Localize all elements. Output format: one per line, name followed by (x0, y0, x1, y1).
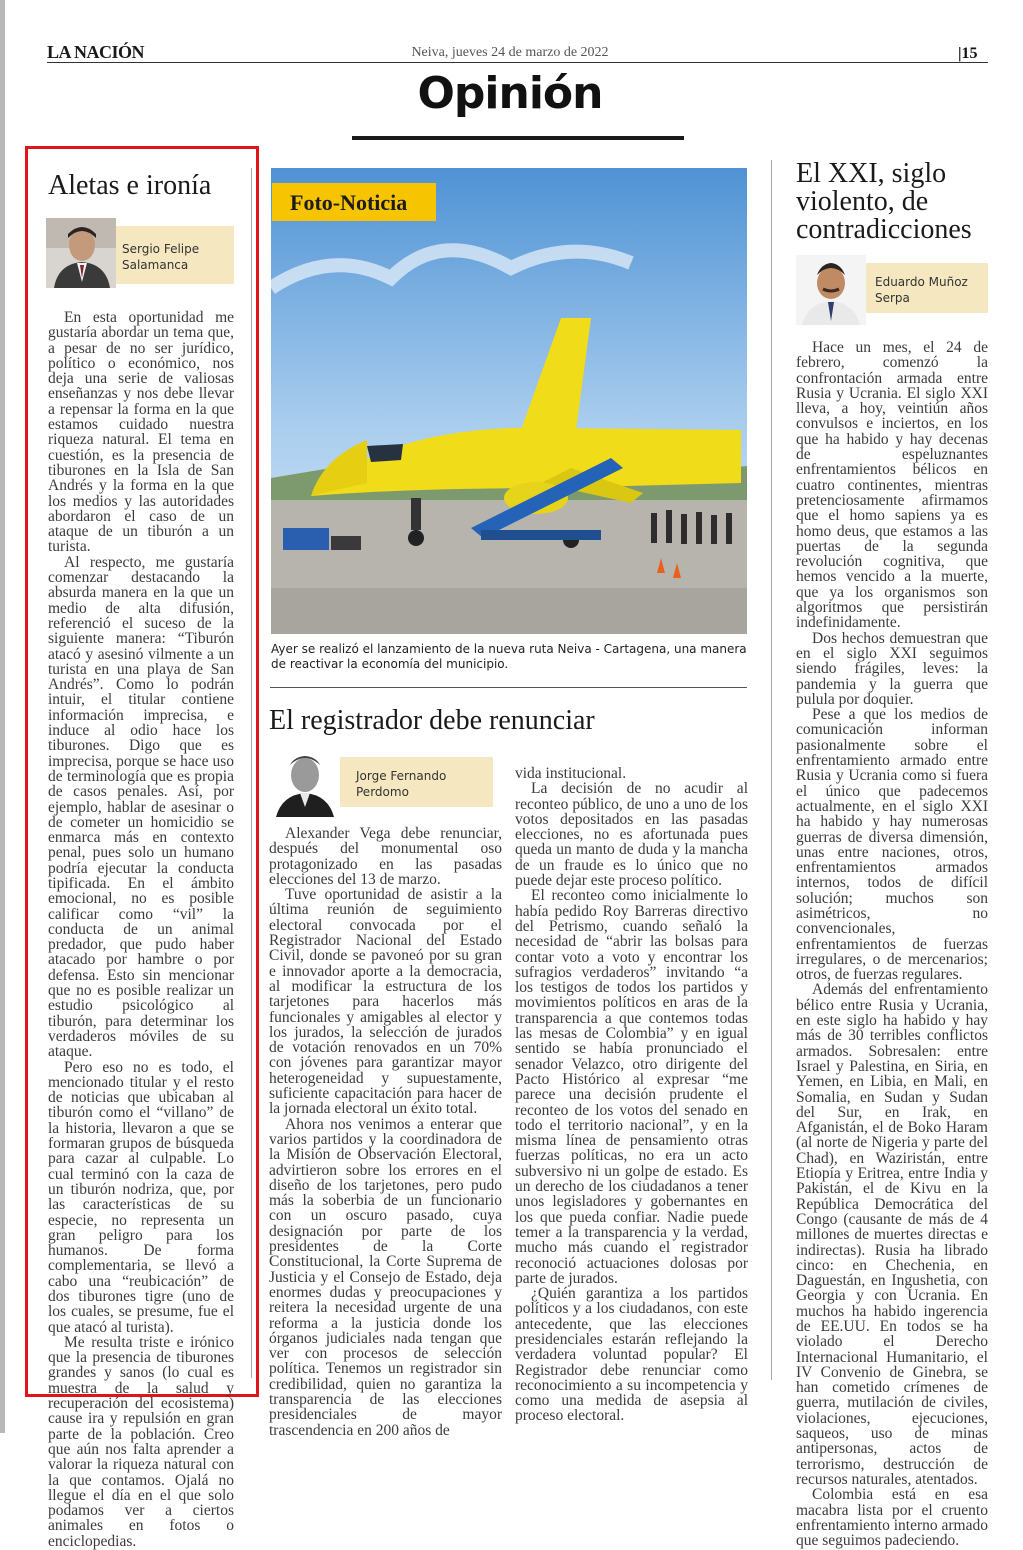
right-title-line: El XXI, siglo (796, 158, 947, 189)
center-author-avatar (270, 747, 340, 817)
section-title: Opinión (417, 68, 603, 119)
center-article-column-2 (515, 765, 748, 1425)
photo-news-tag-label: Foto-Noticia (290, 190, 408, 215)
right-article-body (796, 339, 988, 1550)
left-author-name-line2: Salamanca (122, 258, 189, 272)
right-author-name-line1: Eduardo Muñoz (875, 275, 968, 289)
caption-rule (270, 687, 747, 688)
left-author-name-line1: Sergio Felipe (122, 242, 200, 256)
section-title-underline (352, 136, 684, 140)
center-paragraph-continuation: vida institucional. (515, 765, 627, 782)
left-article-body (48, 309, 234, 1550)
newspaper-logo: LA NACIÓN (47, 42, 145, 62)
left-paragraph: Pero eso no es todo, el mencionado titular y el resto de noticias que ubicaban al tiburón como el “villano” de la historia, llevaron a que se formaran grupos de búsqueda para cazar al culpable. Lo cual terminó con la caza de un tiburón nodriza, que, por las características de su especie, no representa un gran peligro para los humanos. De forma complementaria, se llevó a cabo una “reubicación” de dos tiburones tigre (uno de los cuales, se presume, fue el que atacó al turista). (48, 1058, 234, 1336)
center-paragraph: ¿Quién garantiza a los partidos políticos y a los ciudadanos, con este antecedente, que las elecciones presidenciales estarán reflejando la verdadera voluntad popular? El Registrador debe renunciar como reconocimiento a su incompetencia y como una medida de asepsia al proceso electoral. (515, 1285, 748, 1425)
right-paragraph: Hace un mes, el 24 de febrero, comenzó la confrontación armada entre Rusia y Ucrania. El siglo XXI lleva, a hoy, veintiún años convulsos e inciertos, en los que ha habido y hay decenas de espeluznantes enfrentamientos bélicos en cuatro continentes, mientras pretenciosamente afirmamos que el homo sapiens ya es homo deus, que estamos a las puertas de la segunda revolución cognitiva, que hemos vencido a la muerte, que ya los organismos son algoritmos que persistirán indefinidamente. (796, 339, 988, 632)
right-paragraph: Además del enfrentamiento bélico entre Rusia y Ucrania, en este siglo ha habido y hay más de 30 terribles conflictos armados. Sobresalen: entre Israel y Palestina, en Siria, en Yemen, en Libia, en Mali, en Somalia, en Sudan y Sudan del Sur, en Irak, en Afganistán, el de Boko Haram (al norte de Nigeria y parte del Chad), en Waziristán, entre Etiopía y Eritrea, entre India y Pakistán, el de Kivu en la República Democrática del Congo (causante de más de 4 millones de muertes directas e indirectas). Rusia ha librado cinco: en Chechenia, en Daguestán, en Ingushetia, con Georgia y con Ucrania. En muchos ha habido ingerencia de EE.UU. En todos se ha violado el Derecho Internacional Humanitario, el IV Convenio de Ginebra, se han cometido crímenes de guerra, mutilación de civiles, violaciones, ejecuciones, saqueos, uso de minas antipersonas, actos de terrorismo, destrucción de recursos naturales, atentados. (796, 981, 988, 1488)
left-paragraph: Me resulta triste e irónico que la presencia de tiburones grandes y sanos (lo cual es muestra de la salud y recuperación del ecosistema) cause ira y repulsión en gran parte de la población. Creo que aún nos falta aprender a valorar la riqueza natural con la que contamos. Ojalá no llegue el día en el que solo podamos ver a ciertos animales en fotos o enciclopedias. (48, 1333, 234, 1550)
right-paragraph: Dos hechos demuestran que en el siglo XXI seguimos siendo frágiles, leves: la pandemia y la guerra que pulula por doquier. (796, 629, 988, 708)
left-paragraph: Al respecto, me gustaría comenzar destacando la absurda manera en la que un medio de alta difusión, referenció el suceso de la siguiente manera: “Tiburón atacó y asesinó vilmente a un turista en una playa de San Andrés”. Como lo podrán intuir, el titular contiene información imprecisa, e induce al odio hace los tiburones. Digo que es imprecisa, porque se hace uso de terminología que es propia de casos penales. Así, por ejemplo, hablar de asesinar o de cometer un homicidio se enmarca más en contexto penal, pues solo un humano podría ejecutar la conducta tipificada. En el ámbito emocional, no es posible calificar como “vil” la conducta de un animal predador, que pudo haber atacado por hambre o por defensa. Esto sin mencionar que no es posible realizar un estudio psicológico al tiburón, para determinar los verdaderos móviles de su ataque. (48, 553, 234, 1061)
center-paragraph: Tuve oportunidad de asistir a la última reunión de seguimiento electoral convocada por el Registrador Nacional del Estado Civil, donde se pavoneó por su gran e innovador aporte a la democracia, al modificar la estructura de los tarjetones para hacerlos más funcionales y amigables al elector y los jurados, la selección de jurados de votación renovados en un 70% con jóvenes para garantizar mayor heterogeneidad y supuestamente, suficiente capacitación para hacer de la jornada electoral un éxito total. (269, 886, 502, 1118)
right-author-name-line2: Serpa (875, 291, 910, 305)
issue-date: Neiva, jueves 24 de marzo de 2022 (411, 45, 609, 60)
right-paragraph: Colombia está en esa macabra lista por el cruento enfrentamiento interno armado que seguimos padeciendo. (796, 1486, 988, 1550)
right-paragraph: Pese a que los medios de comunicación informan pasionalmente sobre el enfrentamiento armado entre Rusia y Ucrania como si fuera el único que padecemos actualmente, en el siglo XXI ha habido y hay numerosas guerras de diversa dimensión, unas entre naciones, otros, enfrentamientos armados internos, todos de difícil solución; muchos son asimétricos, no convencionales, enfrentamientos de fuerzas irregulares, o de mercenarios; otros, de fuerzas regulares. (796, 706, 988, 984)
center-paragraph: Ahora nos venimos a enterar que varios partidos y la coordinadora de la Misión de Observación Electoral, advirtieron sobre los errores en el diseño de los tarjetones, pero pudo más la soberbia de un funcionario con un oscuro pasado, cuya designación por parte de los presidentes de la Corte Constitucional, la Corte Suprema de Justicia y el Consejo de Estado, deja enormes dudas y preocupaciones y reitera la necesidad urgente de una reforma a la justicia donde los órganos judiciales nada tengan que ver con procesos de selección política. Tenemos un registrador sin credibilidad, quien no garantiza la transparencia de las elecciones presidenciales de mayor trascendencia en 200 años de (269, 1115, 502, 1439)
airplane-photo (271, 168, 747, 634)
left-author-avatar (46, 218, 116, 288)
center-paragraph: El reconteo como inicialmente lo había pedido Roy Barreras directivo del Petrismo, cuando señaló la necesidad de “abrir las bolsas para contar voto a voto y encontrar los sufragios verdaderos” invitando “a los testigos de todos los partidos y movimientos políticos en aras de la transparencia a que contemos todas las mesas de Colombia” y en igual sentido se había pronunciado el senador Velazco, otro dirigente del Pacto Histórico al expresar “me parece una decisión prudente el reconteo de los votos del senado en todo el territorio nacional”, y en la misma línea de pensamiento otras fuerzas políticas, no era un acto subversivo ni un golpe de estado. Es un derecho de los ciudadanos a tener unos legisladores y gobernantes en los que pueda confiar. Nadie puede temer a la transparencia y la verdad, mucho más cuando el registrador reconoció actuaciones dolosas por parte de jurados. (515, 887, 748, 1287)
left-article-title: Aletas e ironía (48, 170, 212, 201)
center-article-column-1 (269, 825, 502, 1439)
right-author-avatar (796, 255, 866, 325)
center-author-name-line2: Perdomo (356, 785, 409, 799)
column-divider (251, 168, 252, 1378)
page-number: |15 (958, 45, 978, 62)
center-paragraph: Alexander Vega debe renunciar, después del monumental oso protagonizado en las pasadas elecciones del 13 de marzo. (269, 825, 502, 888)
column-divider (771, 160, 772, 1380)
left-paragraph: En esta oportunidad me gustaría abordar un tema que, a pesar de no ser jurídico, político o económico, nos deja una serie de valiosas enseñanzas y nos debe llevar a repensar la forma en la que estamos cuidado nuestra riqueza natural. El tema en cuestión, es la presencia de tiburones en la Isla de San Andrés y la forma en la que los medios y las autoridades abordaron el caso de un ataque de un tiburón a un turista. (48, 309, 234, 556)
photo-caption: Ayer se realizó el lanzamiento de la nueva ruta Neiva - Cartagena, una manera de reactivar la economía del municipio. (271, 642, 747, 671)
right-title-line: violento, de (796, 186, 929, 217)
masthead-rule (47, 62, 988, 63)
center-author-name-line1: Jorge Fernando (356, 769, 447, 783)
right-title-line: contradicciones (796, 214, 972, 245)
center-article-title: El registrador debe renunciar (269, 705, 595, 736)
right-article-title (796, 160, 972, 244)
page-edge-shadow (0, 0, 5, 1433)
center-paragraph: La decisión de no acudir al reconteo público, de uno a uno de los votos depositados en las pasadas elecciones, no es afortunada pues queda un manto de duda y la mancha de un fraude es lo único que no puede dejar este proceso político. (515, 780, 748, 890)
